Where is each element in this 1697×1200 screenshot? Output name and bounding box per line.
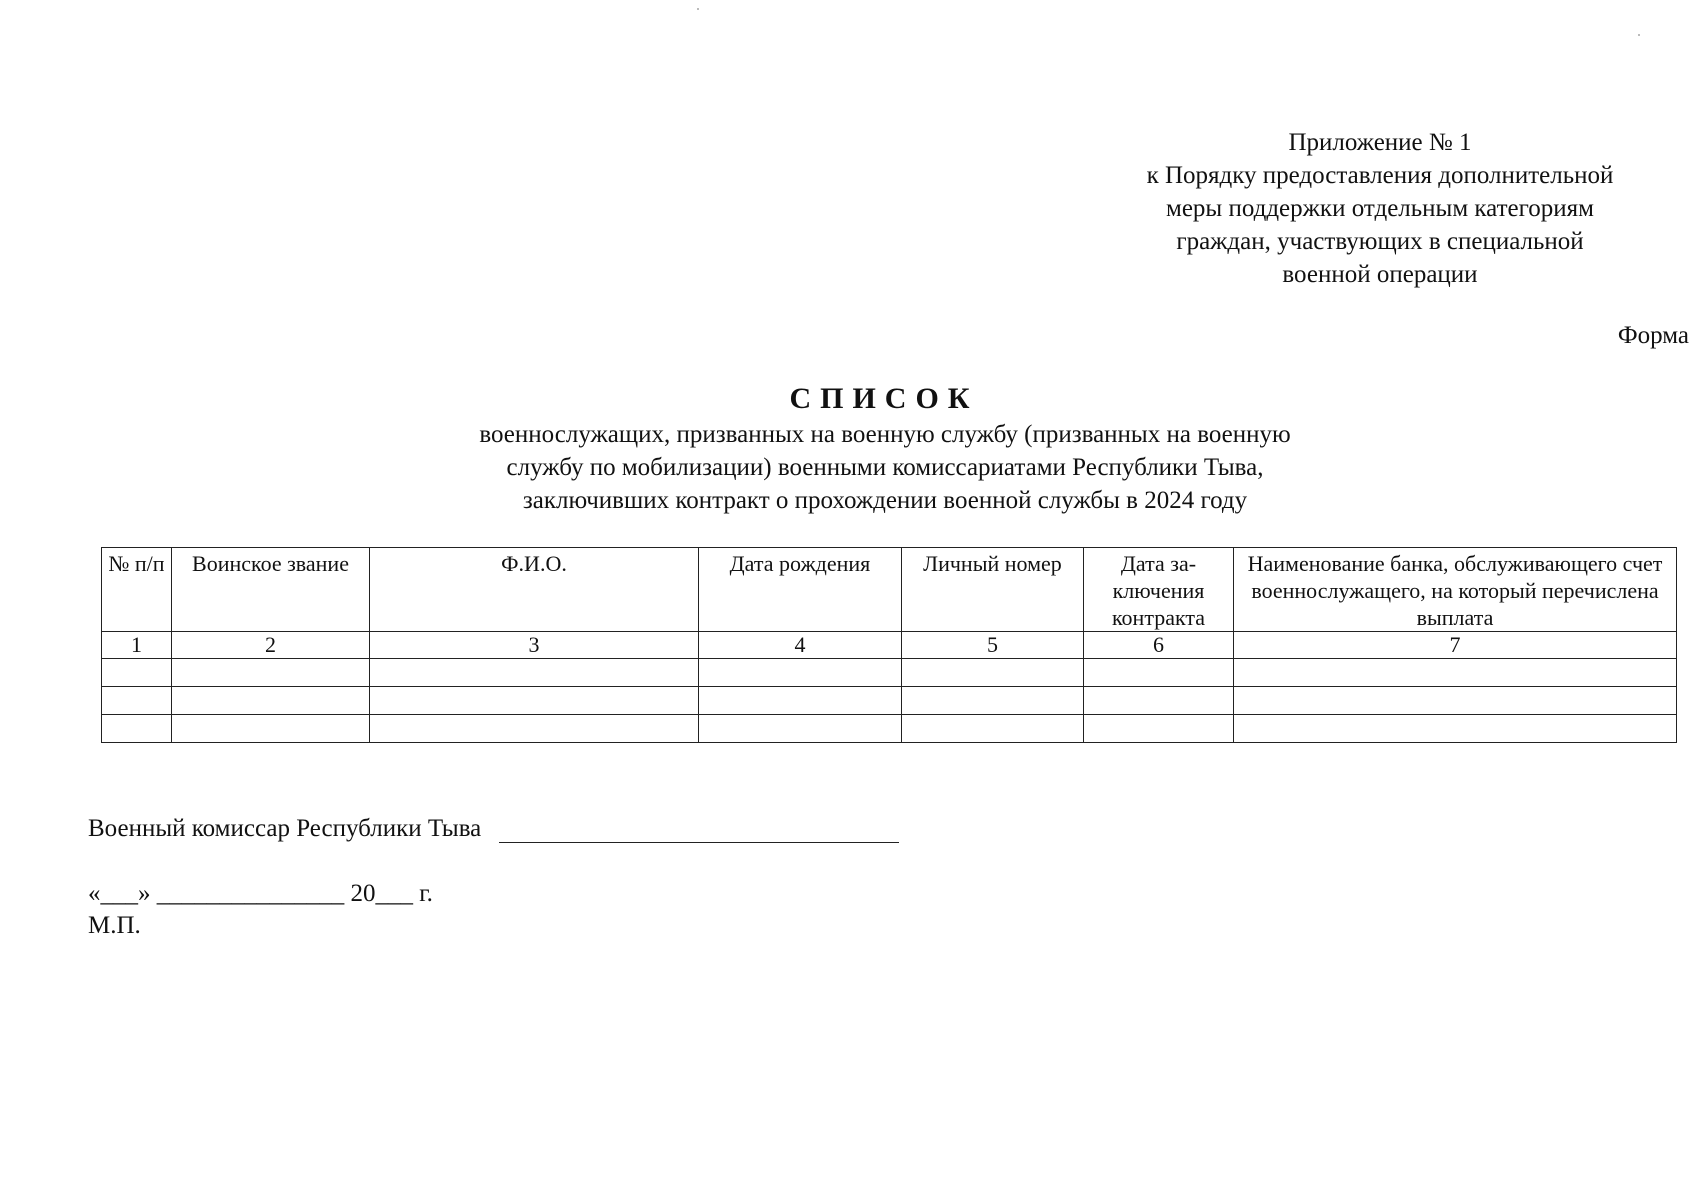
table-cell bbox=[1084, 659, 1234, 687]
table-cell bbox=[1084, 687, 1234, 715]
header-bank-name: Наименование банка, обслуживающего счет военнослужащего, на который перечислена выплата bbox=[1234, 548, 1677, 632]
column-number-row bbox=[102, 632, 1677, 659]
table-cell bbox=[699, 687, 902, 715]
table-cell bbox=[1234, 715, 1677, 743]
document-subtitle bbox=[0, 418, 1697, 517]
column-number: 6 bbox=[1084, 632, 1234, 659]
table-cell bbox=[102, 687, 172, 715]
appendix-line: Приложение № 1 bbox=[1288, 129, 1472, 156]
appendix-block bbox=[1090, 126, 1670, 291]
table-cell bbox=[370, 715, 699, 743]
appendix-line: военной операции bbox=[1282, 261, 1478, 288]
column-number: 3 bbox=[370, 632, 699, 659]
column-number: 5 bbox=[902, 632, 1084, 659]
scan-speck bbox=[697, 8, 699, 10]
stamp-label: М.П. bbox=[88, 912, 141, 939]
table-cell bbox=[102, 715, 172, 743]
header-rank: Воинское звание bbox=[172, 548, 370, 632]
table-cell bbox=[902, 687, 1084, 715]
table-cell bbox=[370, 659, 699, 687]
subtitle-line: военнослужащих, призванных на военную службу (призванных на военную bbox=[479, 421, 1291, 448]
appendix-line: меры поддержки отдельным категориям bbox=[1166, 195, 1594, 222]
table-cell bbox=[1234, 687, 1677, 715]
signature-label: Военный комиссар Республики Тыва bbox=[88, 815, 482, 842]
table-row bbox=[102, 659, 1677, 687]
table-cell bbox=[102, 659, 172, 687]
subtitle-line: заключивших контракт о прохождении военной службы в 2024 году bbox=[522, 487, 1248, 514]
column-number: 1 bbox=[102, 632, 172, 659]
appendix-line: граждан, участвующих в специальной bbox=[1176, 228, 1584, 255]
header-number: № п/п bbox=[102, 548, 172, 632]
column-number: 7 bbox=[1234, 632, 1677, 659]
header-full-name: Ф.И.О. bbox=[370, 548, 699, 632]
table-cell bbox=[699, 659, 902, 687]
table-cell bbox=[902, 715, 1084, 743]
table-cell bbox=[172, 715, 370, 743]
appendix-line: к Порядку предоставления дополнительной bbox=[1146, 162, 1614, 189]
date-line: «___» _______________ 20___ г. bbox=[88, 880, 433, 907]
table-cell bbox=[1084, 715, 1234, 743]
table-cell bbox=[172, 659, 370, 687]
column-number: 4 bbox=[699, 632, 902, 659]
header-birth-date: Дата рождения bbox=[699, 548, 902, 632]
subtitle-line: службу по мобилизации) военными комиссариатами Республики Тыва, bbox=[506, 454, 1264, 481]
table-row bbox=[102, 687, 1677, 715]
servicemen-table bbox=[101, 547, 1677, 743]
header-contract-date: Дата за-ключения контракта bbox=[1084, 548, 1234, 632]
table-cell bbox=[699, 715, 902, 743]
signature-line bbox=[88, 814, 899, 843]
table-cell bbox=[902, 659, 1084, 687]
table-header-row bbox=[102, 548, 1677, 632]
signature-blank bbox=[499, 814, 899, 843]
header-personal-number: Личный номер bbox=[902, 548, 1084, 632]
form-label: Форма bbox=[1617, 322, 1689, 349]
scan-speck bbox=[1638, 34, 1640, 36]
table-cell bbox=[370, 687, 699, 715]
document-title: СПИСОК bbox=[789, 382, 979, 415]
table-cell bbox=[1234, 659, 1677, 687]
column-number: 2 bbox=[172, 632, 370, 659]
table-cell bbox=[172, 687, 370, 715]
table-row bbox=[102, 715, 1677, 743]
